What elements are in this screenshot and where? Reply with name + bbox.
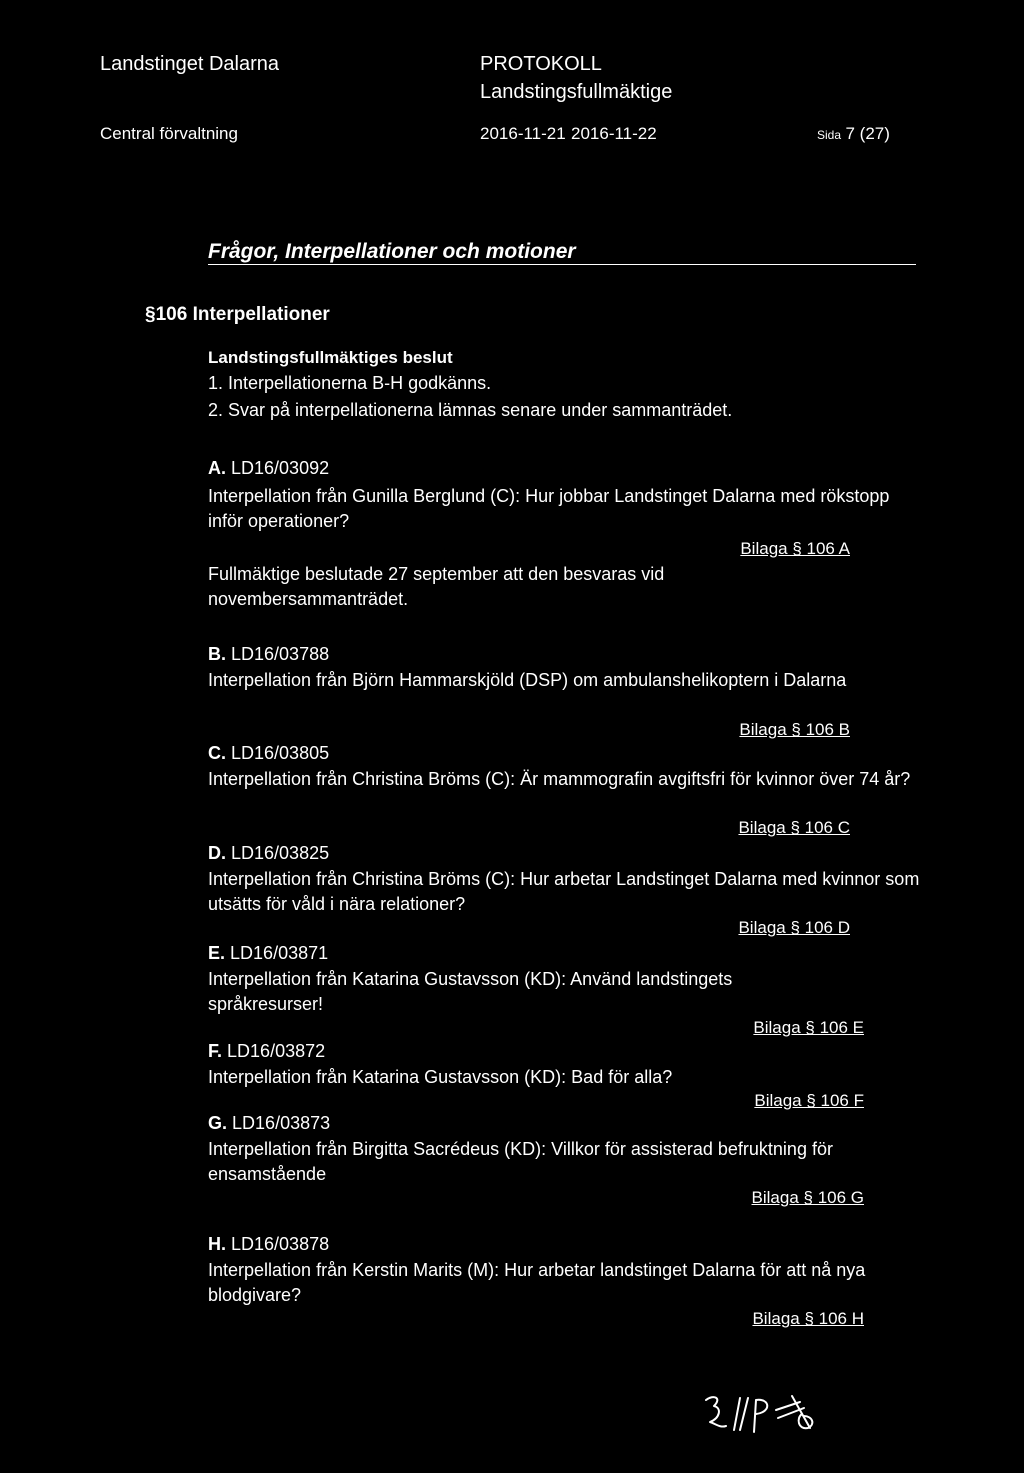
document-type: PROTOKOLL	[480, 53, 602, 75]
page-value: 7 (27)	[845, 124, 890, 143]
interpellation-letter: A.	[208, 458, 226, 478]
decision-item-2: 2. Svar på interpellationerna lämnas senare under sammanträdet.	[208, 400, 733, 420]
interpellation-letter: F.	[208, 1041, 223, 1061]
paragraph-title: Interpellationer	[192, 304, 330, 325]
interpellation-ref: LD16/03872	[227, 1041, 326, 1061]
bilaga-106-c-link[interactable]: Bilaga § 106 C	[738, 818, 850, 837]
bilaga-106-b-link[interactable]: Bilaga § 106 B	[739, 720, 850, 739]
bilaga-106-e-link[interactable]: Bilaga § 106 E	[753, 1018, 864, 1037]
initials-signature-icon	[700, 1388, 850, 1438]
handwritten-initials	[700, 1388, 850, 1438]
interpellation-e-id	[208, 943, 328, 964]
organization-name: Landstinget Dalarna	[100, 53, 280, 75]
bilaga-106-a-link[interactable]: Bilaga § 106 A	[740, 539, 850, 558]
interpellation-d-id	[208, 843, 329, 864]
interpellation-ref: LD16/03788	[231, 644, 330, 664]
interpellation-ref: LD16/03878	[231, 1234, 330, 1254]
interpellation-h-id	[208, 1234, 329, 1255]
section-title: Frågor, Interpellationer och motioner	[208, 240, 576, 263]
interpellation-letter: B.	[208, 644, 226, 664]
interpellation-letter: D.	[208, 843, 226, 863]
interpellation-ref: LD16/03873	[232, 1113, 331, 1133]
interpellation-letter: H.	[208, 1234, 226, 1254]
interpellation-ref: LD16/03805	[231, 743, 330, 763]
interpellation-a-note: Fullmäktige beslutade 27 september att den besvaras vid novembersammanträdet.	[208, 564, 665, 609]
department-name: Central förvaltning	[100, 124, 238, 143]
interpellation-f-text: Interpellation från Katarina Gustavsson (KD): Bad för alla?	[208, 1067, 673, 1087]
interpellation-b-id	[208, 644, 329, 665]
bilaga-106-d-link[interactable]: Bilaga § 106 D	[738, 918, 850, 937]
page-number	[817, 124, 890, 144]
interpellation-letter: E.	[208, 943, 226, 963]
meeting-date-1: 2016-11-21	[480, 124, 566, 143]
interpellation-h-text: Interpellation från Kerstin Marits (M): Hur arbetar landstinget Dalarna för att nå nya blodgivare?	[208, 1260, 866, 1305]
bilaga-106-f-link[interactable]: Bilaga § 106 F	[754, 1091, 864, 1110]
decision-item-1: 1. Interpellationerna B-H godkänns.	[208, 373, 492, 393]
interpellation-d-text: Interpellation från Christina Bröms (C): Hur arbetar Landstinget Dalarna med kvinnor som utsätts för våld i nära relationer?	[208, 869, 920, 914]
interpellation-a-text: Interpellation från Gunilla Berglund (C): Hur jobbar Landstinget Dalarna med rökstopp inför operationer?	[208, 486, 890, 531]
interpellation-ref: LD16/03092	[231, 458, 330, 478]
interpellation-g-text: Interpellation från Birgitta Sacrédeus (KD): Villkor för assisterad befruktning för ensamstående	[208, 1139, 833, 1184]
interpellation-e-text: Interpellation från Katarina Gustavsson (KD): Använd landstingets språkresurser!	[208, 969, 733, 1014]
decision-title: Landstingsfullmäktiges beslut	[208, 348, 453, 367]
body-name: Landstingsfullmäktige	[480, 81, 673, 103]
interpellation-ref: LD16/03825	[231, 843, 330, 863]
meeting-date-2: 2016-11-22	[571, 124, 657, 143]
section-divider	[208, 264, 916, 265]
interpellation-letter: C.	[208, 743, 226, 763]
bilaga-106-h-link[interactable]: Bilaga § 106 H	[752, 1309, 864, 1328]
bilaga-106-g-link[interactable]: Bilaga § 106 G	[751, 1188, 864, 1207]
interpellation-b-text: Interpellation från Björn Hammarskjöld (DSP) om ambulanshelikoptern i Dalarna	[208, 670, 847, 690]
interpellation-f-id	[208, 1041, 325, 1062]
page-label: Sida	[817, 128, 842, 142]
paragraph-heading	[145, 304, 330, 326]
interpellation-g-id	[208, 1113, 330, 1134]
interpellation-ref: LD16/03871	[230, 943, 329, 963]
paragraph-number: §106	[145, 304, 188, 325]
interpellation-a-id	[208, 458, 329, 479]
interpellation-letter: G.	[208, 1113, 228, 1133]
interpellation-c-id	[208, 743, 329, 764]
interpellation-c-text: Interpellation från Christina Bröms (C): Är mammografin avgiftsfri för kvinnor över 74 år?	[208, 769, 911, 789]
